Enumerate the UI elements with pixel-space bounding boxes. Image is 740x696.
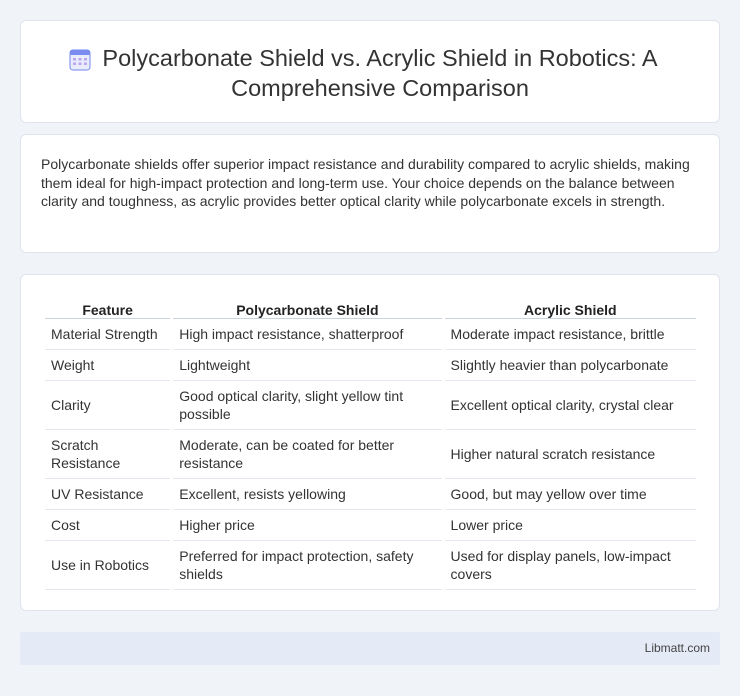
feature-cell: Cost bbox=[45, 510, 170, 541]
table-row bbox=[45, 381, 696, 430]
polycarbonate-cell: Moderate, can be coated for better resistance bbox=[173, 430, 441, 479]
header-feature: Feature bbox=[45, 297, 170, 319]
feature-cell: Clarity bbox=[45, 381, 170, 430]
table-row bbox=[45, 541, 696, 590]
header-acrylic: Acrylic Shield bbox=[445, 297, 696, 319]
footer-brand-link[interactable]: Libmatt.com bbox=[644, 641, 710, 655]
polycarbonate-cell: Good optical clarity, slight yellow tint possible bbox=[173, 381, 441, 430]
header-polycarbonate: Polycarbonate Shield bbox=[173, 297, 441, 319]
table-row bbox=[45, 350, 696, 381]
feature-cell: Weight bbox=[45, 350, 170, 381]
feature-cell: Scratch Resistance bbox=[45, 430, 170, 479]
acrylic-cell: Good, but may yellow over time bbox=[445, 479, 696, 510]
table-header-row bbox=[45, 297, 696, 319]
intro-card bbox=[20, 134, 720, 253]
acrylic-cell: Moderate impact resistance, brittle bbox=[445, 319, 696, 350]
polycarbonate-cell: Higher price bbox=[173, 510, 441, 541]
table-row bbox=[45, 319, 696, 350]
intro-paragraph: Polycarbonate shields offer superior impact resistance and durability compared to acrylic shields, making them ideal for high-impact protection and long-term use. Your choice depends on the balance between clarity and toughness, as acrylic provides better optical clarity while polycarbonate excels in strength. bbox=[41, 156, 690, 209]
table-row bbox=[45, 510, 696, 541]
feature-cell: UV Resistance bbox=[45, 479, 170, 510]
comparison-table bbox=[42, 297, 699, 590]
polycarbonate-cell: Lightweight bbox=[173, 350, 441, 381]
feature-cell: Material Strength bbox=[45, 319, 170, 350]
table-row bbox=[45, 479, 696, 510]
table-row bbox=[45, 430, 696, 479]
acrylic-cell: Used for display panels, low-impact covers bbox=[445, 541, 696, 590]
polycarbonate-cell: High impact resistance, shatterproof bbox=[173, 319, 441, 350]
comparison-card bbox=[20, 274, 720, 611]
acrylic-cell: Excellent optical clarity, crystal clear bbox=[445, 381, 696, 430]
polycarbonate-cell: Preferred for impact protection, safety shields bbox=[173, 541, 441, 590]
acrylic-cell: Higher natural scratch resistance bbox=[445, 430, 696, 479]
feature-cell: Use in Robotics bbox=[45, 541, 170, 590]
acrylic-cell: Slightly heavier than polycarbonate bbox=[445, 350, 696, 381]
acrylic-cell: Lower price bbox=[445, 510, 696, 541]
footer-bar bbox=[20, 632, 720, 665]
polycarbonate-cell: Excellent, resists yellowing bbox=[173, 479, 441, 510]
title-card bbox=[20, 20, 720, 123]
page-title: Polycarbonate Shield vs. Acrylic Shield in Robotics: A Comprehensive Comparison bbox=[102, 45, 658, 101]
